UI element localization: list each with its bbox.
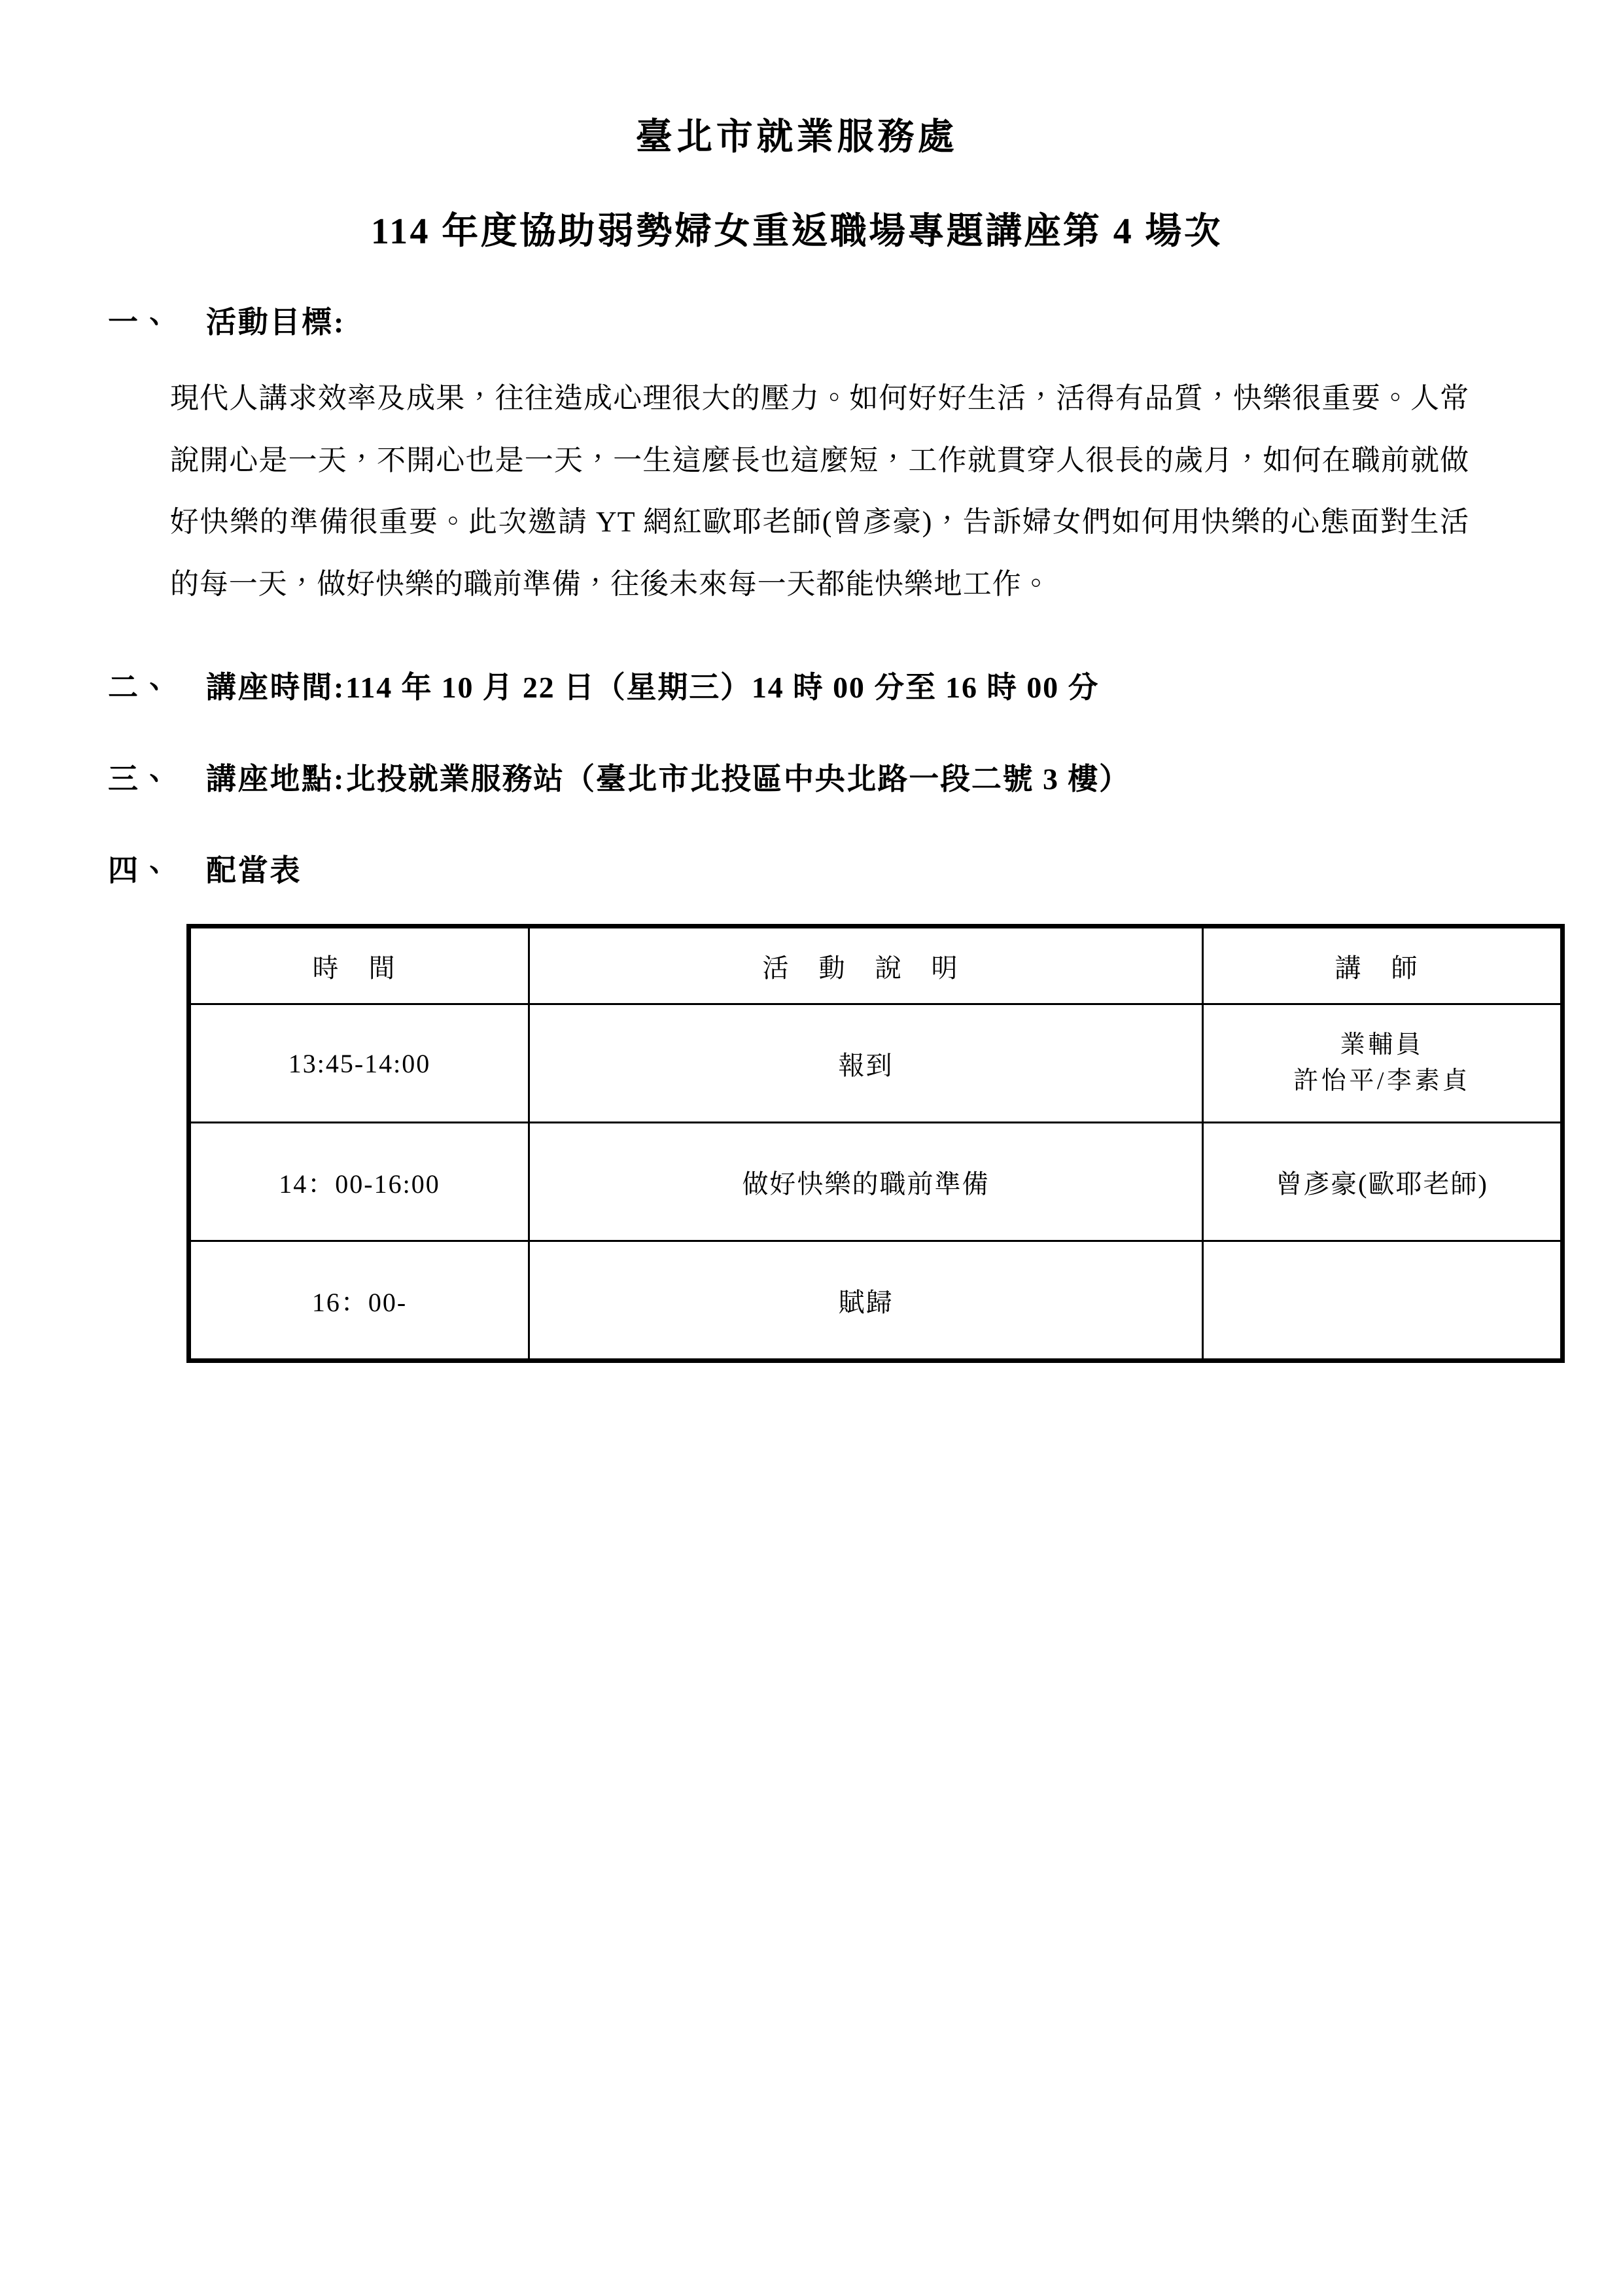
cell-speaker — [1203, 1004, 1563, 1123]
schedule-table — [186, 924, 1565, 1363]
cell-activity: 做好快樂的職前準備 — [529, 1123, 1203, 1241]
section-venue — [108, 755, 1486, 798]
section-objective-heading — [108, 298, 1486, 342]
section-venue-label: 講座地點: — [206, 762, 346, 796]
cell-time: 16：00- — [189, 1241, 529, 1361]
section-time-label: 講座時間: — [206, 671, 346, 705]
section-time-heading — [108, 663, 1486, 707]
schedule-table-wrapper — [108, 924, 1486, 1363]
section-objective-number: 一、 — [108, 306, 172, 339]
event-title: 114 年度協助弱勢婦女重返職場專題講座第 4 場次 — [370, 211, 1223, 252]
cell-speaker — [1203, 1241, 1563, 1361]
section-objective — [108, 298, 1486, 615]
organization-title: 臺北市就業服務處 — [635, 117, 958, 158]
column-header-speaker: 講 師 — [1203, 927, 1563, 1004]
cell-activity: 報到 — [529, 1004, 1203, 1123]
cell-speaker-line1: 業輔員 — [1340, 1031, 1424, 1059]
section-time — [108, 663, 1486, 707]
column-header-activity: 活 動 說 明 — [529, 927, 1203, 1004]
section-time-value: 114 年 10 月 22 日（星期三）14 時 00 分至 16 時 00 分 — [345, 671, 1100, 705]
cell-time: 14：00-16:00 — [189, 1123, 529, 1241]
section-schedule-label: 配當表 — [206, 854, 302, 888]
section-objective-body: 現代人講求效率及成果，往往造成心理很大的壓力。如何好好生活，活得有品質，快樂很重要。人常說開心是一天，不開心也是一天，一生這麼長也這麼短，工作就貫穿人很長的歲月，如何在職前就做好快樂的準備很重要。此次邀請 YT 網紅歐耶老師(曾彥豪)，告訴婦女們如何用快樂的心態面對生活的每一天，做好快樂的職前準備，往後未來每一天都能快樂地工作。 — [170, 382, 1469, 600]
table-row — [189, 1241, 1563, 1361]
section-time-number: 二、 — [108, 671, 172, 705]
section-schedule — [108, 847, 1486, 890]
section-schedule-number: 四、 — [108, 854, 172, 888]
cell-speaker-line2: 許怡平/李素貞 — [1293, 1067, 1471, 1095]
section-venue-value: 北投就業服務站（臺北市北投區中央北路一段二號 3 樓） — [345, 762, 1130, 796]
column-header-time: 時 間 — [189, 927, 529, 1004]
cell-speaker: 曾彥豪(歐耶老師) — [1203, 1123, 1563, 1241]
cell-time: 13:45-14:00 — [189, 1004, 529, 1123]
section-venue-heading — [108, 755, 1486, 798]
section-objective-label: 活動目標: — [206, 306, 346, 339]
table-row — [189, 1004, 1563, 1123]
table-row — [189, 1123, 1563, 1241]
section-venue-number: 三、 — [108, 762, 172, 796]
cell-activity: 賦歸 — [529, 1241, 1203, 1361]
table-header-row — [189, 927, 1563, 1004]
section-schedule-heading — [108, 847, 1486, 890]
